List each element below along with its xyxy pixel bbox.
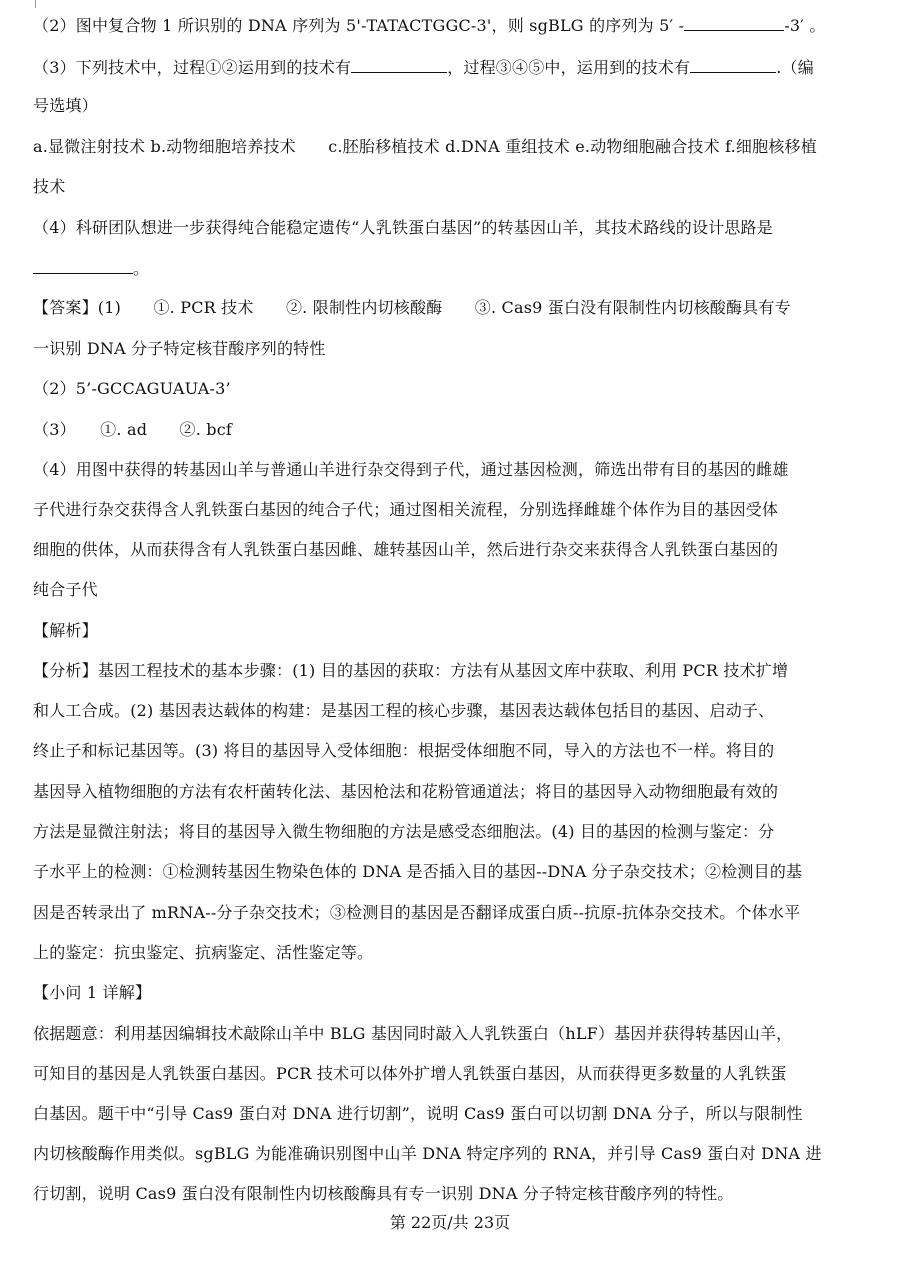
analysis-line-4: 基因导入植物细胞的方法有农杆菌转化法、基因枪法和花粉管通道法；将目的基因导入动物细胞最有效的 <box>33 782 779 801</box>
analysis-line-1: 【分析】基因工程技术的基本步骤：(1) 目的基因的获取：方法有从基因文库中获取、利用 PCR 技术扩增 <box>33 661 789 680</box>
question-4-line: （4）科研团队想进一步获得纯合能稳定遗传“人乳铁蛋白基因”的转基因山羊，其技术路线的设计思路是 <box>33 218 773 237</box>
q4-answer-blank <box>33 259 133 274</box>
q3-text-start: （3）下列技术中，过程①②运用到的技术有 <box>33 58 352 77</box>
q4-text-end: 。 <box>133 259 150 278</box>
detail-line-1: 依据题意：利用基因编辑技术敲除山羊中 BLG 基因同时敲入人乳铁蛋白（hLF）基因并获得转基因山羊， <box>33 1024 793 1043</box>
q3-answer-blank-2 <box>690 58 776 73</box>
answer-4-line-2: 子代进行杂交获得含人乳铁蛋白基因的纯合子代；通过图相关流程，分别选择雌雄个体作为目的基因受体 <box>33 500 779 519</box>
options-line-2: 技术 <box>33 177 66 196</box>
answer-1-line: 【答案】(1) ①. PCR 技术 ②. 限制性内切核酸酶 ③. Cas9 蛋白没有限制性内切核酸酶具有专 <box>33 298 791 317</box>
analysis-line-8: 上的鉴定：抗虫鉴定、抗病鉴定、活性鉴定等。 <box>33 943 374 962</box>
q3-text-end: .（编 <box>776 58 814 77</box>
q2-text-start: （2）图中复合物 1 所识别的 DNA 序列为 5'-TATACTGGC-3'，则 sgBLG 的序列为 5′ - <box>33 16 685 35</box>
question-3-line-2: 号选填） <box>33 96 98 115</box>
q2-text-end: -3′ 。 <box>784 16 826 35</box>
analysis-line-5: 方法是显微注射法；将目的基因导入微生物细胞的方法是感受态细胞法。(4) 目的基因的检测与鉴定：分 <box>33 822 775 841</box>
page-edge-mark <box>35 0 36 8</box>
answer-2-line: （2）5’-GCCAGUAUA-3’ <box>33 379 231 398</box>
options-line: a.显微注射技术 b.动物细胞培养技术 c.胚胎移植技术 d.DNA 重组技术 e.动物细胞融合技术 f.细胞核移植 <box>33 137 817 156</box>
analysis-line-6: 子水平上的检测：①检测转基因生物染色体的 DNA 是否插入目的基因--DNA 分子杂交技术；②检测目的基 <box>33 862 803 881</box>
analysis-line-2: 和人工合成。(2) 基因表达载体的构建：是基因工程的核心步骤，基因表达载体包括目的基因、启动子、 <box>33 701 775 720</box>
answer-4-line-3: 细胞的供体，从而获得含有人乳铁蛋白基因雌、雄转基因山羊，然后进行杂交来获得含人乳铁蛋白基因的 <box>33 540 779 559</box>
detail-line-3: 白基因。题干中“引导 Cas9 蛋白对 DNA 进行切割”，说明 Cas9 蛋白可以切割 DNA 分子，所以与限制性 <box>33 1104 803 1123</box>
question-3-line <box>33 58 872 78</box>
q3-text-middle: ，过程③④⑤中，运用到的技术有 <box>447 58 691 77</box>
page-number: 第 22页/共 23页 <box>389 1213 511 1232</box>
q2-answer-blank <box>684 16 784 31</box>
question-4-line-2 <box>33 259 872 279</box>
analysis-heading: 【解析】 <box>33 621 98 640</box>
question-2-line <box>33 16 872 36</box>
analysis-line-7: 因是否转录出了 mRNA--分子杂交技术；③检测目的基因是否翻译成蛋白质--抗原-抗体杂交技术。个体水平 <box>33 903 801 922</box>
detail-line-2: 可知目的基因是人乳铁蛋白基因。PCR 技术可以体外扩增人乳铁蛋白基因，从而获得更多数量的人乳铁蛋 <box>33 1064 787 1083</box>
answer-4-line-4: 纯合子代 <box>33 580 98 599</box>
answer-1-line-2: 一识别 DNA 分子特定核苷酸序列的特性 <box>33 339 326 358</box>
subquestion-1-heading: 【小问 1 详解】 <box>33 983 152 1002</box>
analysis-line-3: 终止子和标记基因等。(3) 将目的基因导入受体细胞：根据受体细胞不同，导入的方法也不一样。将目的 <box>33 741 775 760</box>
answer-3-line: （3） ①. ad ②. bcf <box>33 420 233 439</box>
answer-4-line-1: （4）用图中获得的转基因山羊与普通山羊进行杂交得到子代，通过基因检测，筛选出带有目的基因的雌雄 <box>33 460 789 479</box>
detail-line-4: 内切核酸酶作用类似。sgBLG 为能准确识别图中山羊 DNA 特定序列的 RNA，并引导 Cas9 蛋白对 DNA 进 <box>33 1144 822 1163</box>
detail-line-5: 行切割，说明 Cas9 蛋白没有限制性内切核酸酶具有专一识别 DNA 分子特定核苷酸序列的特性。 <box>33 1184 734 1203</box>
q3-answer-blank-1 <box>351 58 447 73</box>
